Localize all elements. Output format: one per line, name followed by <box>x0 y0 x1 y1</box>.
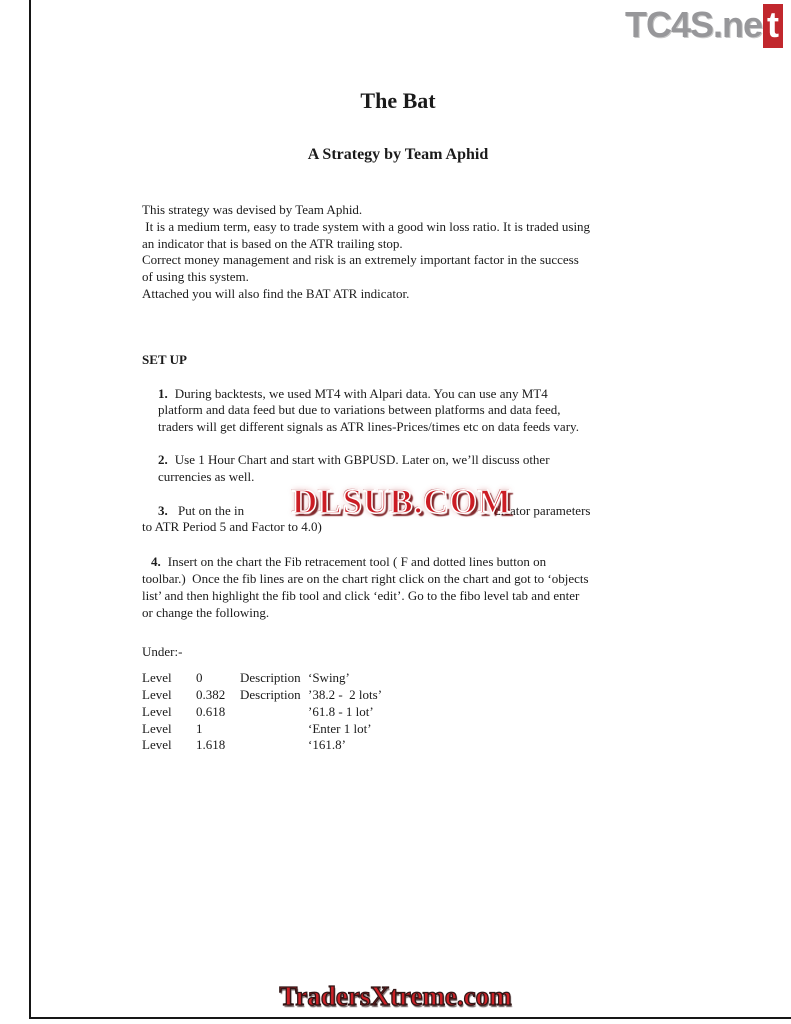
text-line: currencies as well. <box>158 468 255 484</box>
level-text: ’38.2 - 2 lots’ <box>308 686 383 702</box>
level-row <box>142 670 654 687</box>
level-row <box>142 721 654 738</box>
tc4s-logo-text: TC4S.ne <box>624 4 762 45</box>
tradersxtreme-watermark: TradersXtreme.com <box>279 981 512 1011</box>
level-label: Level <box>142 720 172 736</box>
level-desc: Description <box>240 686 301 702</box>
under-label: Under:- <box>142 644 183 660</box>
text-line <box>142 554 654 571</box>
intro-line: It is a medium term, easy to trade system with a good win loss ratio. It is traded using <box>142 218 591 234</box>
text-line <box>142 452 654 469</box>
level-label: Level <box>142 703 172 719</box>
document-content <box>142 0 654 754</box>
intro-line: an indicator that is based on the ATR trailing stop. <box>142 235 403 251</box>
document-title: The Bat <box>360 88 436 113</box>
list-text: Use 1 Hour Chart and start with GBPUSD. Later on, we’ll discuss other <box>174 451 550 467</box>
fib-levels-table <box>142 670 654 754</box>
level-desc <box>240 704 308 721</box>
list-number: 3. <box>158 502 168 518</box>
level-text: ‘161.8’ <box>308 737 346 753</box>
tc4s-logo-red-badge: t <box>763 4 783 48</box>
list-text: During backtests, we used MT4 with Alpari data. You can use any MT4 <box>174 385 548 401</box>
list-number: 4. <box>151 554 161 570</box>
text-line <box>142 386 654 403</box>
intro-line: Correct money management and risk is an extremely important factor in the success <box>142 252 579 268</box>
intro-paragraph <box>142 202 654 303</box>
intro-line: Attached you will also find the BAT ATR indicator. <box>142 285 410 301</box>
level-text: ‘Swing’ <box>308 670 350 686</box>
level-row <box>142 687 654 704</box>
text-line: toolbar.) Once the fib lines are on the chart right click on the chart and got to ‘objects <box>142 570 589 586</box>
list-number: 1. <box>158 385 168 401</box>
level-text: ‘Enter 1 lot’ <box>308 720 372 736</box>
list-text-right: dicator parameters <box>494 502 591 518</box>
scan-border-bottom <box>29 1017 791 1019</box>
dlsub-watermark: DLSUB.COM <box>292 482 512 521</box>
list-number: 2. <box>158 451 168 467</box>
level-desc: Description <box>240 670 301 686</box>
level-label: Level <box>142 686 172 702</box>
level-value: 0.618 <box>196 703 226 719</box>
setup-item-2 <box>142 452 654 486</box>
setup-item-4 <box>142 554 654 621</box>
intro-line: of using this system. <box>142 269 249 285</box>
level-desc <box>240 721 308 738</box>
level-label: Level <box>142 670 172 686</box>
text-line: to ATR Period 5 and Factor to 4.0) <box>142 519 322 535</box>
level-value: 0.382 <box>196 686 226 702</box>
scan-border-left <box>29 0 31 1019</box>
text-line: traders will get different signals as ATR lines-Prices/times etc on data feeds vary. <box>158 419 579 435</box>
level-value: 0 <box>196 670 203 686</box>
level-text: ’61.8 - 1 lot’ <box>308 703 374 719</box>
level-row <box>142 704 654 721</box>
setup-heading: SET UP <box>142 351 187 367</box>
level-row <box>142 737 654 754</box>
level-desc <box>240 737 308 754</box>
setup-item-1 <box>142 386 654 436</box>
intro-line: This strategy was devised by Team Aphid. <box>142 202 363 217</box>
text-line: or change the following. <box>142 604 270 620</box>
level-value: 1.618 <box>196 737 226 753</box>
list-text-left: Put on the in <box>174 502 245 518</box>
level-value: 1 <box>196 720 203 736</box>
document-subtitle: A Strategy by Team Aphid <box>307 146 489 163</box>
text-line: list’ and then highlight the fib tool and click ‘edit’. Go to the fibo level tab and enter <box>142 587 580 603</box>
level-label: Level <box>142 737 172 753</box>
text-line: platform and data feed but due to variations between platforms and data feed, <box>158 402 561 418</box>
list-text: Insert on the chart the Fib retracement tool ( F and dotted lines button on <box>167 554 547 570</box>
